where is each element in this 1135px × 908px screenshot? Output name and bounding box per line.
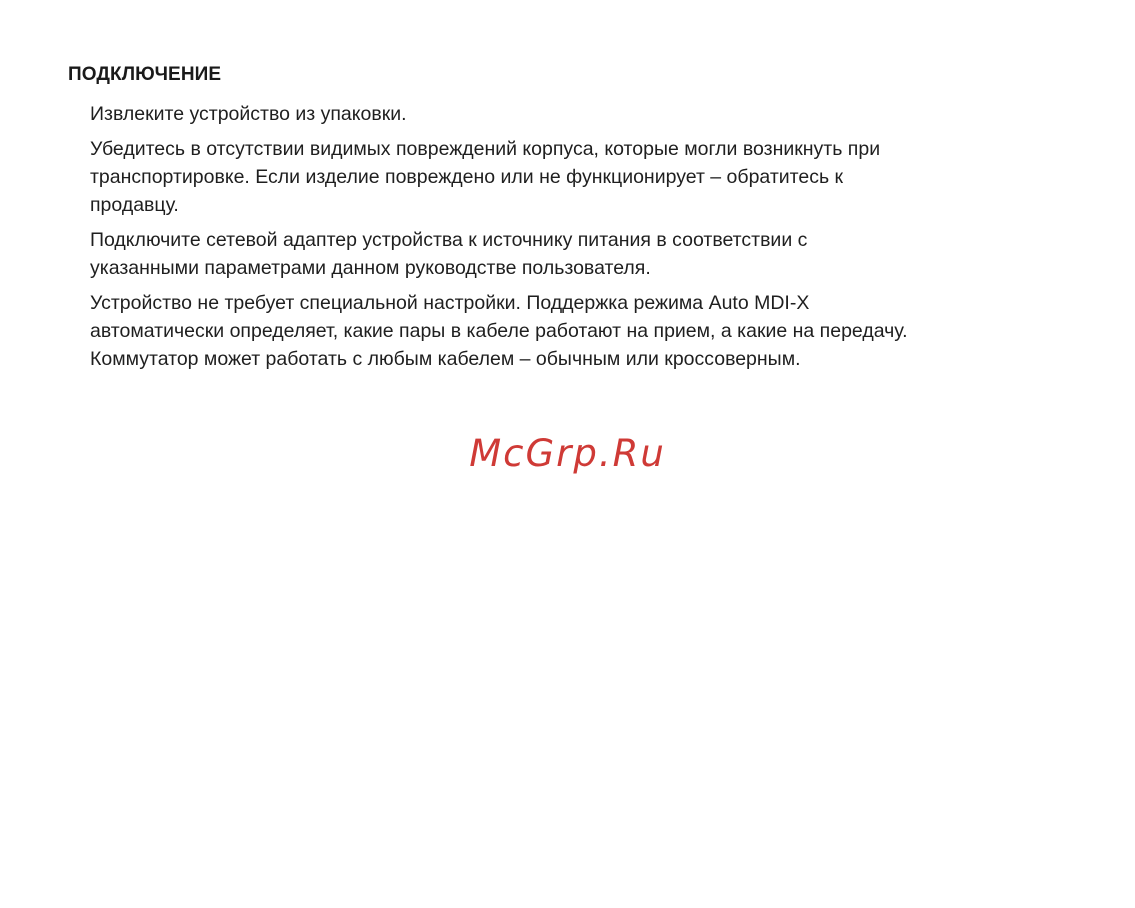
watermark-text: McGrp.Ru	[469, 432, 666, 475]
paragraph-line: транспортировке. Если изделие повреждено или не функционирует – обратитесь к	[90, 166, 844, 188]
paragraph-line: Коммутатор может работать с любым кабелем – обычным или кроссоверным.	[90, 348, 801, 370]
paragraph-inspect	[90, 135, 1090, 219]
paragraph-line: Подключите сетевой адаптер устройства к источнику питания в соответствии с	[90, 229, 808, 251]
paragraph-line: автоматически определяет, какие пары в кабеле работают на прием, а какие на передачу.	[90, 320, 908, 342]
paragraph-line: указанными параметрами данном руководстве пользователя.	[90, 257, 651, 279]
paragraph-line: продавцу.	[90, 194, 179, 216]
paragraph-line: Устройство не требует специальной настройки. Поддержка режима Auto MDI-X	[90, 292, 810, 314]
paragraph-unpack	[90, 100, 1090, 128]
instructions-body	[90, 100, 1090, 380]
paragraph-line: Убедитесь в отсутствии видимых повреждений корпуса, которые могли возникнуть при	[90, 138, 881, 160]
section-title: ПОДКЛЮЧЕНИЕ	[68, 64, 222, 85]
paragraph-line: Извлеките устройство из упаковки.	[90, 103, 407, 125]
paragraph-auto-mdix	[90, 289, 1090, 373]
paragraph-power	[90, 226, 1090, 282]
